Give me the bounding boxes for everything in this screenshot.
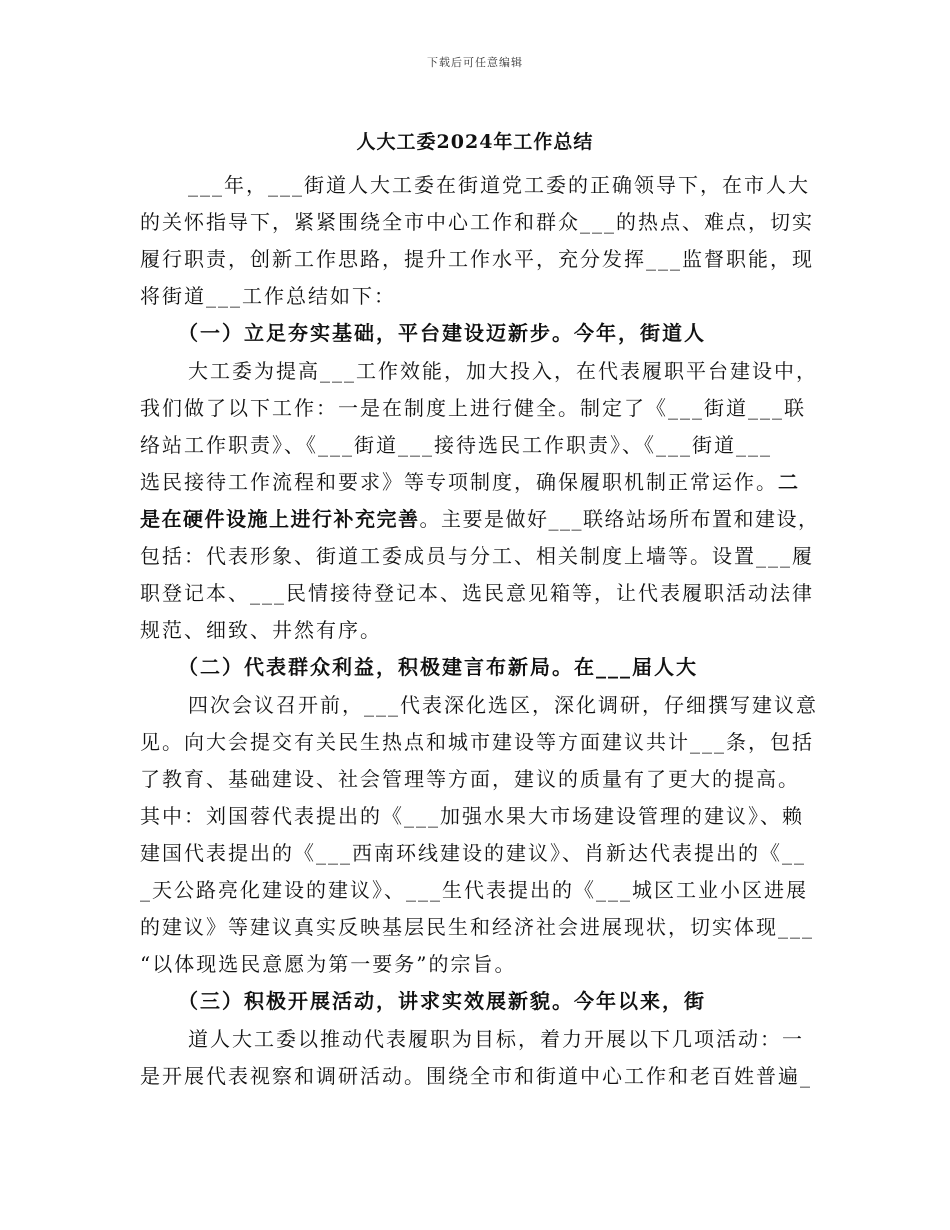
paragraph-line: 道人大工委以推动代表履职为目标，着力开展以下几项活动：一 — [188, 1027, 804, 1051]
paragraph-line: 将街道___工作总结如下： — [140, 284, 396, 308]
paragraph-line: 其中：刘国蓉代表提出的《___加强水果大市场建设管理的建议》、赖 — [140, 804, 804, 828]
paragraph-line: ___年，___街道人大工委在街道党工委的正确领导下，在市人大 — [188, 173, 810, 197]
paragraph-text: 选民接待工作流程和要求》等专项制度，确保履职机制正常运作。 — [140, 470, 778, 494]
paragraph-line: 见。向大会提交有关民生热点和城市建设等方面建议共计___条，包括 — [140, 730, 814, 754]
paragraph-line: 职登记本、___民情接待登记本、选民意见箱等，让代表履职活动法律 — [140, 581, 814, 605]
paragraph-line: 建国代表提出的《___西南环线建设的建议》、肖新达代表提出的《__ — [140, 841, 806, 865]
paragraph-line: 的建议》等建议真实反映基层民生和经济社会进展现状，切实体现___ — [140, 915, 814, 939]
paragraph-line: _天公路亮化建设的建议》、___生代表提出的《___城区工业小区进展 — [140, 878, 808, 902]
section-heading-3: （三）积极开展活动，讲求实效展新貌。今年以来，街 — [178, 989, 706, 1013]
paragraph-line: 络站工作职责》、《___街道___接待选民工作职责》、《___街道___ — [140, 433, 772, 457]
paragraph-line: 了教育、基础建设、社会管理等方面，建议的质量有了更大的提高。 — [140, 767, 800, 791]
paragraph-line: 四次会议召开前，___代表深化选区，深化调研，仔细撰写建议意 — [188, 693, 818, 717]
section-heading-2: （二）代表群众利益，积极建言布新局。在___届人大 — [178, 655, 698, 679]
paragraph-line: 包括：代表形象、街道工委成员与分工、相关制度上墙等。设置___履 — [140, 544, 814, 568]
paragraph-line: 规范、细致、井然有序。 — [140, 618, 382, 642]
section-heading-1: （一）立足夯实基础，平台建设迈新步。今年，街道人 — [178, 321, 706, 345]
paragraph-line: 大工委为提高___工作效能，加大投入，在代表履职平台建设中， — [188, 359, 818, 383]
paragraph-line: 的关怀指导下，紧紧围绕全市中心工作和群众___的热点、难点，切实 — [140, 210, 814, 234]
page-header-note: 下载后可任意编辑 — [427, 56, 523, 69]
bold-text: 二 — [778, 470, 800, 494]
bold-text: 是在硬件设施上进行补充完善 — [140, 507, 420, 531]
paragraph-line: “以体现选民意愿为第一要务”的宗旨。 — [140, 952, 517, 976]
paragraph-line — [140, 504, 820, 534]
document-title: 人大工委2024年工作总结 — [356, 131, 594, 153]
paragraph-line: 履行职责，创新工作思路，提升工作水平，充分发挥___监督职能，现 — [140, 247, 814, 271]
paragraph-text: 。主要是做好___联络站场所布置和建设， — [419, 507, 820, 531]
paragraph-line: 我们做了以下工作：一是在制度上进行健全。制定了《___街道___联 — [140, 396, 806, 420]
paragraph-line: 是开展代表视察和调研活动。围绕全市和街道中心工作和老百姓普遍_ — [140, 1064, 812, 1088]
paragraph-line — [140, 467, 820, 497]
